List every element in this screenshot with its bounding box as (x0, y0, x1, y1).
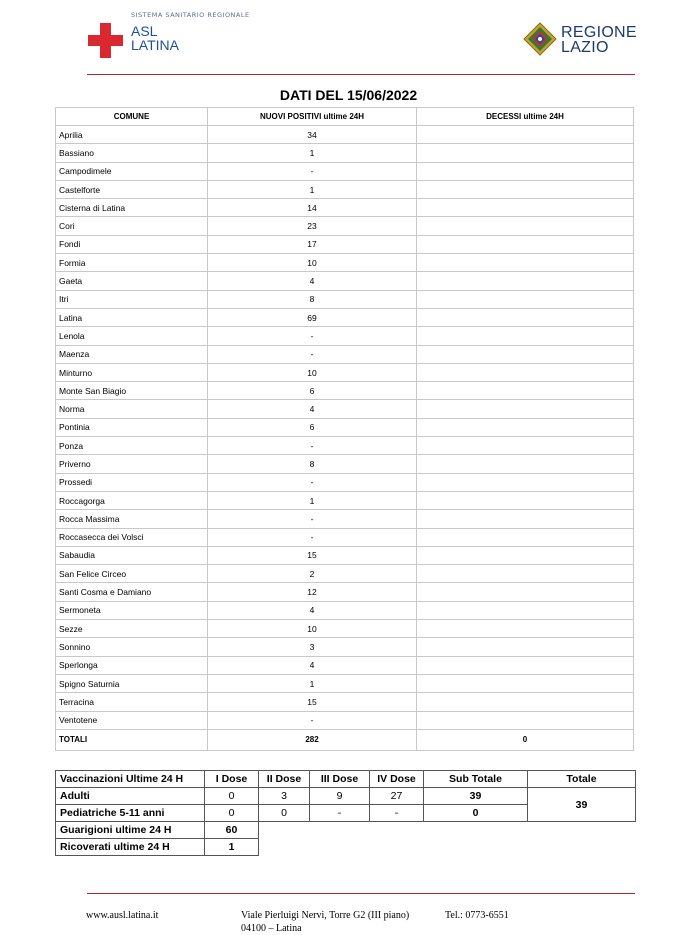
positivi-cell: 23 (208, 217, 417, 235)
decessi-cell (417, 199, 634, 217)
guarigioni-row (56, 822, 636, 839)
comune-cell: Priverno (56, 455, 208, 473)
vax-pediatriche-dose4: - (370, 805, 424, 822)
footer-address (241, 909, 409, 935)
decessi-cell (417, 510, 634, 528)
positivi-cell: 8 (208, 290, 417, 308)
positivi-cell: 1 (208, 144, 417, 162)
vax-pediatriche-dose3: - (310, 805, 370, 822)
positivi-cell: 1 (208, 674, 417, 692)
positivi-cell: - (208, 345, 417, 363)
comune-cell: Sperlonga (56, 656, 208, 674)
decessi-cell (417, 620, 634, 638)
footer-address-line1: Viale Pierluigi Nervi, Torre G2 (III piano) (241, 910, 410, 921)
vaccinazioni-table (55, 770, 636, 856)
positivi-cell: 34 (208, 126, 417, 144)
decessi-cell (417, 327, 634, 345)
decessi-cell (417, 162, 634, 180)
region-line2: LAZIO (561, 39, 609, 56)
report-title: DATI DEL 15/06/2022 (279, 87, 418, 103)
positivi-cell: 69 (208, 308, 417, 326)
ricoverati-label: Ricoverati ultime 24 H (56, 839, 205, 856)
decessi-cell (417, 217, 634, 235)
positivi-cell: 6 (208, 418, 417, 436)
decessi-cell (417, 528, 634, 546)
vax-adulti-dose3: 9 (310, 788, 370, 805)
positivi-cell: 10 (208, 254, 417, 272)
comune-cell: Lenola (56, 327, 208, 345)
comune-cell: Cori (56, 217, 208, 235)
vax-header-title: Vaccinazioni Ultime 24 H (56, 771, 205, 788)
decessi-cell (417, 601, 634, 619)
comune-cell: Norma (56, 400, 208, 418)
col-header-decessi: DECESSI ultime 24H (417, 108, 634, 126)
comune-cell: Cisterna di Latina (56, 199, 208, 217)
positivi-cell: - (208, 473, 417, 491)
comune-cell: Latina (56, 308, 208, 326)
positivi-cell: 4 (208, 601, 417, 619)
positivi-cell: 15 (208, 546, 417, 564)
totals-positivi: 282 (208, 729, 417, 750)
positivi-cell: - (208, 162, 417, 180)
table-row (56, 583, 634, 601)
table-row (56, 510, 634, 528)
comune-cell: Campodimele (56, 162, 208, 180)
vax-label-adulti: Adulti (56, 788, 205, 805)
table-row (56, 345, 634, 363)
table-row (56, 162, 634, 180)
table-row (56, 126, 634, 144)
positivi-cell: - (208, 510, 417, 528)
comune-cell: Ponza (56, 437, 208, 455)
vax-totale: 39 (528, 788, 636, 822)
col-header-comune: COMUNE (56, 108, 208, 126)
comune-cell: Maenza (56, 345, 208, 363)
guarigioni-value: 60 (205, 822, 259, 839)
comune-cell: Gaeta (56, 272, 208, 290)
decessi-cell (417, 126, 634, 144)
comune-cell: Minturno (56, 363, 208, 381)
table-row (56, 199, 634, 217)
comune-cell: Rocca Massima (56, 510, 208, 528)
decessi-cell (417, 674, 634, 692)
table-row (56, 235, 634, 253)
comune-cell: Fondi (56, 235, 208, 253)
comune-cell: Sabaudia (56, 546, 208, 564)
table-row (56, 674, 634, 692)
vax-adulti-dose1: 0 (205, 788, 259, 805)
table-row (56, 418, 634, 436)
decessi-cell (417, 400, 634, 418)
decessi-cell (417, 345, 634, 363)
table-row (56, 455, 634, 473)
decessi-cell (417, 693, 634, 711)
comune-cell: Terracina (56, 693, 208, 711)
positivi-cell: 14 (208, 199, 417, 217)
comune-cell: Bassiano (56, 144, 208, 162)
vax-adulti-dose2: 3 (259, 788, 310, 805)
positivi-cell: 1 (208, 180, 417, 198)
comune-cell: Roccagorga (56, 491, 208, 509)
totals-row (56, 729, 634, 750)
decessi-cell (417, 437, 634, 455)
table-row (56, 254, 634, 272)
positivi-cell: 15 (208, 693, 417, 711)
asl-name-line2: LATINA (131, 37, 179, 53)
comune-cell: Prossedi (56, 473, 208, 491)
region-line1: REGIONE (561, 24, 637, 41)
footer-website: www.ausl.latina.it (86, 910, 159, 921)
totals-decessi: 0 (417, 729, 634, 750)
decessi-cell (417, 473, 634, 491)
comune-cell: Aprilia (56, 126, 208, 144)
decessi-cell (417, 656, 634, 674)
table-row (56, 528, 634, 546)
positivi-cell: 2 (208, 565, 417, 583)
decessi-cell (417, 711, 634, 729)
vax-adulti-subtotale: 39 (424, 788, 528, 805)
decessi-cell (417, 583, 634, 601)
decessi-cell (417, 363, 634, 381)
totals-label: TOTALI (56, 729, 208, 750)
table-row (56, 711, 634, 729)
comune-cell: Monte San Biagio (56, 382, 208, 400)
vax-label-pediatriche: Pediatriche 5-11 anni (56, 805, 205, 822)
comune-cell: Sonnino (56, 638, 208, 656)
table-row (56, 437, 634, 455)
table-row (56, 290, 634, 308)
positivi-cell: 3 (208, 638, 417, 656)
decessi-cell (417, 272, 634, 290)
positivi-cell: - (208, 528, 417, 546)
footer-address-line2: 04100 – Latina (241, 923, 302, 934)
positivi-cell: 17 (208, 235, 417, 253)
table-row (56, 638, 634, 656)
table-row (56, 601, 634, 619)
comune-cell: Pontinia (56, 418, 208, 436)
vax-header-dose2: II Dose (259, 771, 310, 788)
positivi-cell: 8 (208, 455, 417, 473)
positivi-cell: 12 (208, 583, 417, 601)
table-row (56, 363, 634, 381)
asl-name-line1: ASL (131, 23, 158, 39)
positivi-cell: 4 (208, 656, 417, 674)
table-row (56, 382, 634, 400)
comuni-table (55, 107, 634, 751)
red-cross-icon (88, 23, 123, 58)
vax-header-dose4: IV Dose (370, 771, 424, 788)
comune-cell: Santi Cosma e Damiano (56, 583, 208, 601)
comune-cell: Ventotene (56, 711, 208, 729)
positivi-cell: - (208, 711, 417, 729)
comune-cell: Sezze (56, 620, 208, 638)
vax-header-totale: Totale (528, 771, 636, 788)
comune-cell: Spigno Saturnia (56, 674, 208, 692)
decessi-cell (417, 455, 634, 473)
decessi-cell (417, 290, 634, 308)
comune-cell: Castelforte (56, 180, 208, 198)
asl-subtitle: SISTEMA SANITARIO REGIONALE (131, 11, 250, 19)
table-row (56, 656, 634, 674)
decessi-cell (417, 565, 634, 583)
table-row (56, 180, 634, 198)
comune-cell: San Felice Circeo (56, 565, 208, 583)
comune-cell: Itri (56, 290, 208, 308)
decessi-cell (417, 235, 634, 253)
vax-pediatriche-dose2: 0 (259, 805, 310, 822)
decessi-cell (417, 418, 634, 436)
table-row (56, 327, 634, 345)
positivi-cell: 10 (208, 363, 417, 381)
comune-cell: Roccasecca dei Volsci (56, 528, 208, 546)
table-row (56, 308, 634, 326)
vax-row-adulti (56, 788, 636, 805)
decessi-cell (417, 254, 634, 272)
asl-name (131, 24, 179, 52)
decessi-cell (417, 638, 634, 656)
ricoverati-row (56, 839, 636, 856)
table-row (56, 473, 634, 491)
positivi-cell: 4 (208, 400, 417, 418)
positivi-cell: 4 (208, 272, 417, 290)
decessi-cell (417, 546, 634, 564)
decessi-cell (417, 491, 634, 509)
table-row (56, 217, 634, 235)
decessi-cell (417, 144, 634, 162)
table-row (56, 144, 634, 162)
decessi-cell (417, 180, 634, 198)
positivi-cell: - (208, 327, 417, 345)
decessi-cell (417, 382, 634, 400)
positivi-cell: - (208, 437, 417, 455)
positivi-cell: 1 (208, 491, 417, 509)
table-body (56, 126, 634, 751)
table-header-row (56, 108, 634, 126)
table-row (56, 620, 634, 638)
table-row (56, 272, 634, 290)
footer-divider (87, 893, 635, 894)
table-row (56, 546, 634, 564)
footer-phone: Tel.: 0773-6551 (445, 910, 509, 921)
table-row (56, 400, 634, 418)
guarigioni-label: Guarigioni ultime 24 H (56, 822, 205, 839)
regione-lazio-emblem-icon (523, 22, 557, 56)
table-row (56, 693, 634, 711)
table-row (56, 491, 634, 509)
vax-header-dose3: III Dose (310, 771, 370, 788)
positivi-cell: 10 (208, 620, 417, 638)
vax-pediatriche-subtotale: 0 (424, 805, 528, 822)
col-header-positivi: NUOVI POSITIVI ultime 24H (208, 108, 417, 126)
vax-adulti-dose4: 27 (370, 788, 424, 805)
positivi-cell: 6 (208, 382, 417, 400)
vax-header-row (56, 771, 636, 788)
vax-header-dose1: I Dose (205, 771, 259, 788)
ricoverati-value: 1 (205, 839, 259, 856)
table-row (56, 565, 634, 583)
vax-header-subtotale: Sub Totale (424, 771, 528, 788)
regione-lazio-text (561, 25, 637, 55)
header-divider (87, 74, 635, 75)
comune-cell: Formia (56, 254, 208, 272)
regione-lazio-logo (523, 22, 643, 62)
comune-cell: Sermoneta (56, 601, 208, 619)
vax-pediatriche-dose1: 0 (205, 805, 259, 822)
decessi-cell (417, 308, 634, 326)
asl-latina-logo (88, 10, 288, 60)
